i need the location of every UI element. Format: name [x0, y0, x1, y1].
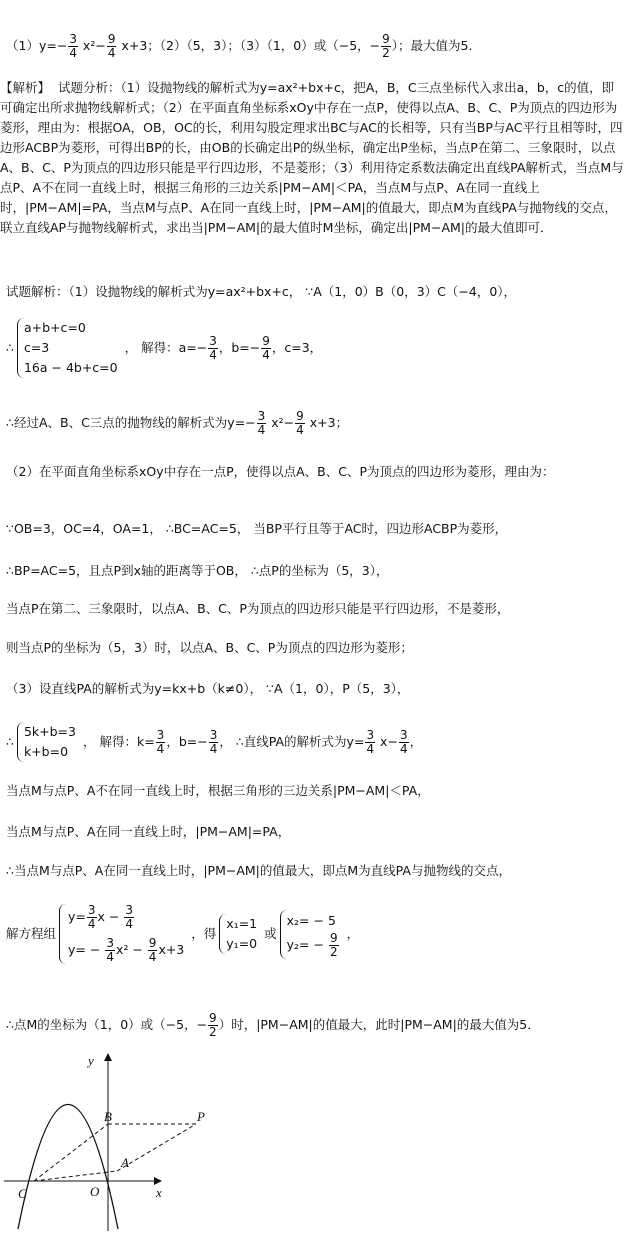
numerator: 9 [148, 936, 157, 950]
numerator: 9 [107, 32, 116, 46]
denominator: 4 [296, 423, 304, 437]
eq-text: y= − [68, 942, 105, 957]
numerator: 3 [209, 727, 218, 742]
result-text: ， ∴直线PA的解析式为y= [219, 733, 365, 749]
fraction [208, 1012, 218, 1039]
result-text: x− [376, 733, 398, 749]
label-a: A [121, 1155, 129, 1170]
therefore-symbol: ∴ [6, 340, 14, 355]
solution-line-12: 当点M与点P、A在同一直线上时，|PM−AM|=PA， [6, 824, 291, 839]
denominator: 4 [257, 423, 266, 437]
eq-text: y= [68, 909, 86, 924]
fraction [208, 335, 218, 362]
solution-line-11: 当点M与点P、A不在同一直线上时，根据三角形的三边关系|PM−AM|＜PA， [6, 783, 430, 798]
denominator: 4 [148, 950, 157, 964]
label-x: x [156, 1185, 162, 1200]
numerator: 3 [209, 333, 217, 348]
solution-line-8: 则当点P的坐标为（5，3）时，以点A、B、C、P为顶点的四边形为菱形； [6, 640, 413, 655]
equation: k+b=0 [23, 744, 69, 759]
equation-system [59, 904, 188, 964]
fraction [156, 729, 166, 756]
equation: x₁=1 [226, 916, 258, 931]
solution-line-15 [6, 1012, 540, 1039]
numerator: 9 [262, 333, 270, 348]
analysis-text: 试题分析：（1）设抛物线的解析式为y=ax²+bx+c，把A，B，C三点坐标代入求出a，b，c的值，即可确定出所求抛物线解析式；（2）在平面直角坐标系xOy中存在一点P，使得以点A、B、C、P为顶点的四边形为菱形，理由为：根据OA，OB，OC的长，利用勾股定理求出BC与AC的长相等，只有当BP与AC平行且相等时，四边形ACBP为菱形，可得出BP的长，由OB的长确定出P的纵坐标，确定出P坐标，当点P在第二、三象限时，以点A、B、C、P为顶点的四边形只能是平行四边形，不是菱形；（3）利用待定系数法确定出直线PA解析式，当点M与点P、A不在同一直线上时，根据三角形的三边关系|PM−AM|＜PA，当点M与点P、A在同一直线上时，|PM−AM|=PA，当点M与点P、A在同一直线上时，|PM−AM|的值最大，即点M为直线PA与抛物线的交点，联立直线AP与抛物线解析式，求出当|PM−AM|的最大值时M坐标，确定出|PM−AM|的最大值即可． [0, 80, 624, 235]
fraction [365, 729, 375, 756]
eq-text: x − [97, 909, 124, 924]
denominator: 4 [399, 741, 408, 756]
result-text: ， [409, 733, 423, 749]
numerator: 3 [125, 903, 133, 917]
analysis-section [0, 78, 624, 238]
equation-system [17, 318, 122, 378]
line-text: x+3； [305, 415, 349, 430]
coordinate-figure [0, 1045, 230, 1237]
therefore-symbol: ∴ [6, 734, 14, 749]
numerator: 3 [156, 727, 165, 742]
denominator: 2 [209, 1025, 217, 1039]
answer-text: （1）y= [6, 38, 57, 53]
solution-system-3 [6, 904, 359, 964]
analysis-title: 【解析】 [0, 80, 51, 95]
fraction [68, 33, 78, 60]
equation [68, 937, 184, 964]
system-label: 解方程组 [6, 926, 57, 941]
denominator: 4 [209, 347, 217, 362]
numerator: 3 [87, 903, 96, 917]
result-system [219, 914, 261, 954]
eq-text: x² − [115, 942, 147, 957]
numerator: 9 [296, 409, 304, 423]
answer-text: ）；最大值为5. [391, 38, 473, 53]
fraction [329, 932, 339, 959]
label-b: B [104, 1109, 112, 1124]
equation: 5k+b=3 [23, 724, 76, 739]
solve-result [83, 729, 422, 756]
answer-line [6, 33, 472, 60]
numerator: 9 [329, 930, 338, 945]
result-text: ，c=3， [271, 339, 323, 355]
line-text: ∴点M的坐标为（1，0）或（−5，− [6, 1017, 208, 1032]
solution-line-13: ∴当点M与点P、A在同一直线上时，|PM−AM|的值最大，即点M为直线PA与抛物线的交点， [6, 863, 511, 878]
label-p: P [197, 1109, 205, 1124]
solve-result [125, 335, 323, 362]
denominator: 4 [107, 46, 116, 60]
equation: y₁=0 [226, 936, 258, 951]
equation [68, 904, 184, 931]
answer-text: x+3；（2）（5，3）；（3）（1，0）或（−5，− [117, 38, 381, 53]
segment-ca [34, 1171, 117, 1181]
fraction [124, 904, 134, 931]
line-text: ）时，|PM−AM|的值最大，此时|PM−AM|的最大值为5． [218, 1017, 540, 1032]
eq-text: x+3 [158, 942, 185, 957]
result-text: ，得 [191, 926, 217, 941]
numerator: 9 [382, 32, 390, 46]
numerator: 3 [257, 409, 266, 423]
or-text: 或 [264, 926, 277, 941]
eq-text: y₂= − [286, 936, 328, 952]
denominator: 4 [366, 741, 375, 756]
fraction [381, 33, 391, 60]
numerator: 9 [209, 1011, 217, 1025]
numerator: 3 [399, 727, 408, 742]
equation: x₂= − 5 [286, 912, 336, 928]
solution-system-1 [6, 318, 322, 378]
denominator: 2 [382, 46, 390, 60]
fraction [209, 729, 219, 756]
fraction [148, 937, 158, 964]
result-text: ，b=− [218, 339, 261, 355]
label-o: O [90, 1184, 100, 1199]
denominator: 2 [329, 944, 338, 959]
minus-sign: − [56, 38, 68, 53]
line-text: x²− [267, 415, 295, 430]
solution-line-6: ∴BP=AC=5，且点P到x轴的距离等于OB， ∴点P的坐标为（5，3）， [6, 563, 389, 578]
numerator: 3 [366, 727, 375, 742]
result-text: ， 解得：k= [82, 733, 155, 749]
equation: 16a − 4b+c=0 [23, 360, 118, 375]
minus-sign: − [95, 38, 106, 53]
fraction [399, 729, 409, 756]
equation-system [17, 722, 80, 762]
result-text: ， 解得：a=− [124, 339, 208, 355]
numerator: 3 [106, 936, 114, 950]
denominator: 4 [156, 741, 165, 756]
solution-line-3 [6, 410, 348, 437]
equation: c=3 [23, 340, 50, 355]
segment-cb [34, 1124, 108, 1181]
solution-line-4: （2）在平面直角坐标系xOy中存在一点P，使得以点A、B、C、P为顶点的四边形为菱形，理由为： [6, 464, 555, 479]
fraction [257, 410, 267, 437]
solution-line-1: 试题解析：（1）设抛物线的解析式为y=ax²+bx+c， ∵A（1，0）B（0，3）C（−4，0）， [6, 284, 517, 299]
denominator: 4 [69, 46, 77, 60]
denominator: 4 [262, 347, 270, 362]
solution-system-2 [6, 722, 422, 762]
solution-line-5: ∵OB=3，OC=4，OA=1， ∴BC=AC=5， 当BP平行且等于AC时，四边形ACBP为菱形， [6, 521, 508, 536]
fraction [261, 335, 271, 362]
result-system [280, 910, 344, 959]
equation [287, 932, 340, 959]
solution-line-9: （3）设直线PA的解析式为y=kx+b（k≠0）， ∵A（1，0），P（5，3）， [6, 681, 410, 696]
fraction [295, 410, 305, 437]
denominator: 4 [106, 950, 114, 964]
solution-line-7: 当点P在第二、三象限时，以点A、B、C、P为顶点的四边形只能是平行四边形，不是菱形， [6, 601, 510, 616]
answer-text: x² [78, 38, 96, 53]
y-axis-arrow [104, 1053, 112, 1061]
x-axis-arrow [154, 1177, 162, 1185]
line-text: ∴经过A、B、C三点的抛物线的解析式为y=− [6, 415, 256, 430]
fraction [107, 33, 117, 60]
numerator: 3 [69, 32, 77, 46]
fraction [87, 904, 97, 931]
denominator: 4 [87, 917, 96, 931]
result-text: ，b=− [166, 733, 208, 749]
fraction [105, 937, 115, 964]
label-c: C [18, 1186, 27, 1201]
result-text: ， [346, 926, 360, 941]
denominator: 4 [125, 917, 133, 931]
label-y: y [88, 1053, 94, 1068]
parabola-curve [18, 1105, 118, 1230]
denominator: 4 [209, 741, 218, 756]
equation: a+b+c=0 [23, 320, 86, 335]
